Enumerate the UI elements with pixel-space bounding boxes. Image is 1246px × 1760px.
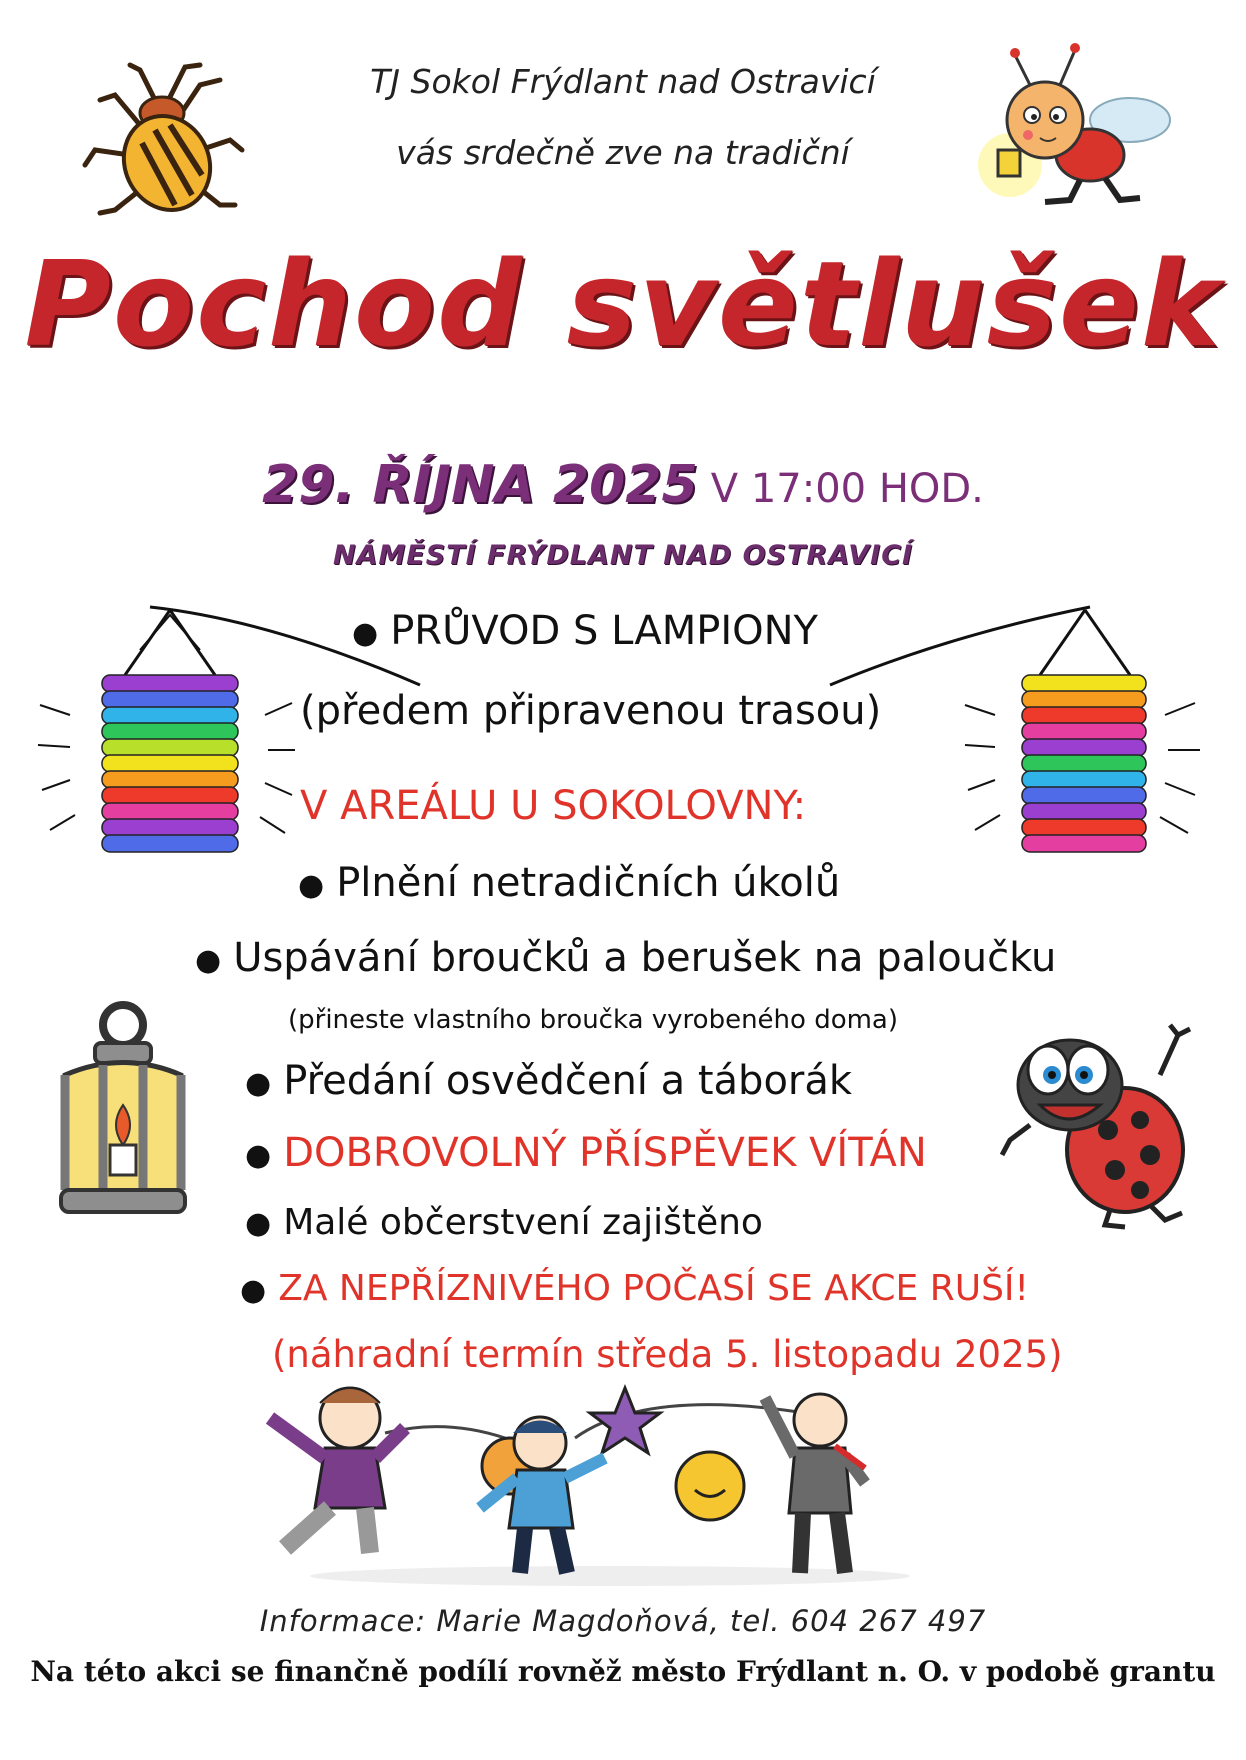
item-6-note: (náhradní termín středa 5. listopadu 2025): [272, 1333, 1063, 1376]
program-parade: ● PRŮVOD S LAMPIONY: [352, 608, 818, 654]
area-heading: V AREÁLU U SOKOLOVNY:: [300, 783, 807, 829]
program-item-1: ● Plnění netradičních úkolů: [298, 860, 841, 906]
paper-lantern-icon-right: [960, 605, 1230, 870]
oil-lamp-icon: [45, 995, 205, 1235]
firefly-icon: [960, 40, 1175, 215]
beetle-icon: [70, 55, 250, 230]
event-title: Pochod světlušek: [24, 235, 1222, 373]
program-item-6: ● ZA NEPŘÍZNIVÉHO POČASÍ SE AKCE RUŠÍ!: [240, 1268, 1029, 1309]
intro-line-2: vás srdečně zve na tradiční: [396, 133, 850, 172]
parade-note: (předem připravenou trasou): [300, 688, 882, 734]
paper-lantern-icon: [30, 605, 300, 870]
event-place: NÁMĚSTÍ FRÝDLANT NAD OSTRAVICÍ: [332, 540, 914, 571]
children-with-lanterns-icon: [255, 1378, 965, 1588]
program-item-5: ● Malé občerstvení zajištěno: [245, 1202, 763, 1243]
ladybug-icon: [1000, 1015, 1200, 1235]
date-line: [0, 455, 1246, 515]
item-6-text: ZA NEPŘÍZNIVÉHO POČASÍ SE AKCE RUŠÍ!: [278, 1268, 1029, 1309]
event-time: V 17:00 HOD.: [710, 466, 984, 512]
item-2-text: Uspávání broučků a berušek na paloučku: [233, 935, 1057, 981]
contact-info: Informace: Marie Magdoňová, tel. 604 267 497: [259, 1604, 987, 1638]
item-1-text: Plnění netradičních úkolů: [336, 860, 841, 906]
item-5-text: Malé občerstvení zajištěno: [283, 1202, 763, 1243]
program-item-4: ● DOBROVOLNÝ PŘÍSPĚVEK VÍTÁN: [245, 1130, 927, 1176]
intro-line-1: TJ Sokol Frýdlant nad Ostravicí: [370, 62, 876, 101]
program-item-2: ● Uspávání broučků a berušek na paloučku: [195, 935, 1057, 981]
item-3-text: Předání osvědčení a táborák: [283, 1058, 853, 1104]
item-4-text: DOBROVOLNÝ PŘÍSPĚVEK VÍTÁN: [283, 1130, 927, 1176]
event-date: 29. ŘÍJNA 2025: [262, 455, 698, 515]
item-2-note: (přineste vlastního broučka vyrobeného doma): [288, 1005, 899, 1035]
program-item-3: ● Předání osvědčení a táborák: [245, 1058, 853, 1104]
grant-note: Na této akci se finančně podílí rovněž město Frýdlant n. O. v podobě grantu: [30, 1655, 1216, 1688]
parade-text: PRŮVOD S LAMPIONY: [390, 608, 818, 654]
